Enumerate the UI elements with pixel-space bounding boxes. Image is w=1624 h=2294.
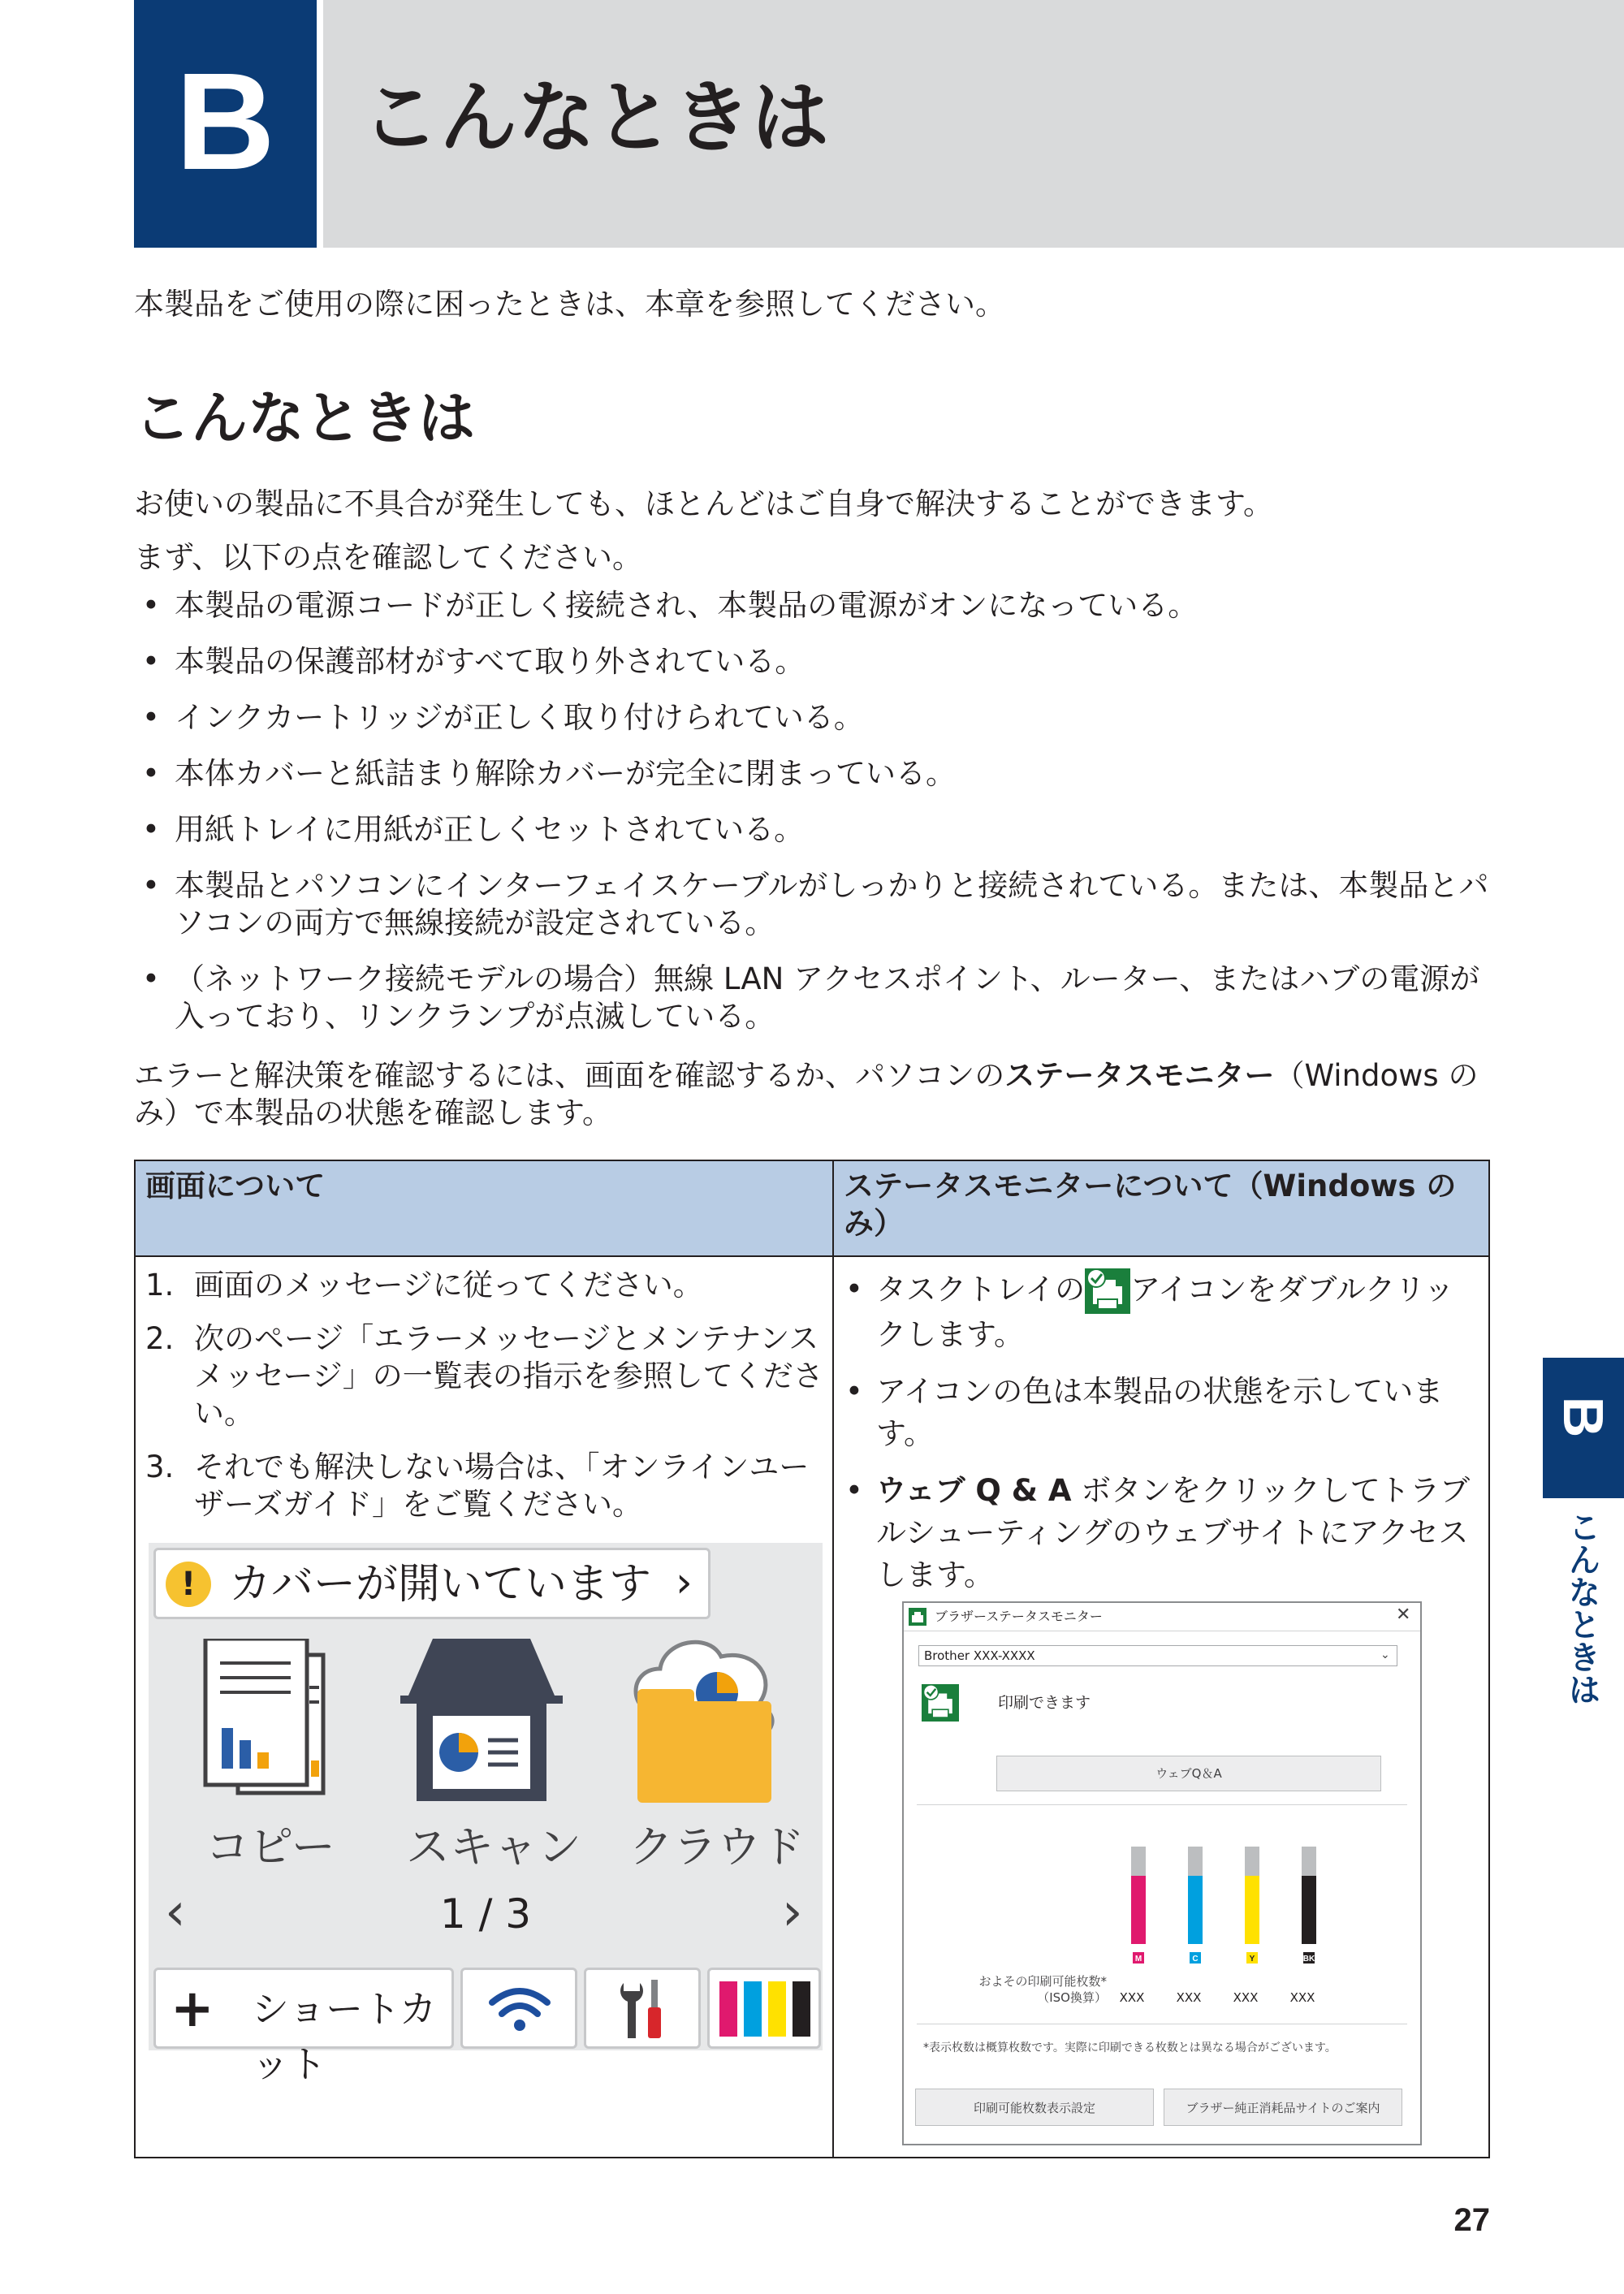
status-ok-icon — [922, 1684, 959, 1722]
checklist-text: 本体カバーと紙詰まり解除カバーが完全に閉まっている。 — [175, 756, 956, 791]
window-titlebar — [904, 1603, 1420, 1631]
paragraph-3 — [134, 1057, 1490, 1132]
chapter-letter: B — [175, 45, 275, 199]
bullet: • — [142, 868, 160, 903]
settings-button[interactable] — [584, 1968, 701, 2049]
page-count-note: *表示枚数は概算枚数です。実際に印刷できる枚数とは異なる場合がございます。 — [923, 2041, 1337, 2054]
ink-letter-bk: BK — [1302, 1955, 1315, 1964]
step-text: 画面のメッセージに従ってください。 — [194, 1268, 703, 1303]
web-qa-label: ウェブQ＆A — [1155, 1766, 1222, 1781]
intro-text: 本製品をご使用の際に困ったときは、本章を参照してください。 — [134, 287, 1005, 322]
chevron-left-icon[interactable]: ‹ — [165, 1882, 186, 1942]
pages-label — [936, 1973, 1107, 2006]
chevron-right-icon: › — [676, 1558, 693, 1607]
chevron-down-icon: ⌄ — [1380, 1648, 1390, 1661]
plus-icon: + — [171, 1979, 214, 2039]
error-message-bar[interactable] — [153, 1548, 710, 1619]
checklist-item — [134, 699, 1490, 737]
ink-level-bk — [1302, 1876, 1316, 1944]
error-message-text: カバーが開いています — [229, 1560, 652, 1609]
table-header-right: ステータスモニターについて（Windows のみ） — [844, 1169, 1457, 1241]
status-monitor-window — [902, 1601, 1422, 2145]
p3-after: （Windows のみ）で本製品の状態を確認します。 — [134, 1058, 1479, 1130]
paragraph-1: お使いの製品に不具合が発生しても、ほとんどはご自身で解決することができます。 — [134, 486, 1274, 521]
checklist-item — [134, 811, 1490, 849]
copy-icon[interactable] — [189, 1639, 335, 1809]
step-text: 次のページ「エラーメッセージとメンテナンスメッセージ」の一覧表の指示を参照してください。 — [194, 1321, 823, 1431]
chevron-right-icon[interactable]: › — [782, 1882, 803, 1942]
step-item — [145, 1320, 827, 1432]
model-select[interactable] — [918, 1645, 1397, 1666]
bullet: • — [142, 756, 160, 791]
info-table — [134, 1160, 1490, 2158]
step-text: それでも解決しない場合は、「オンラインユーザーズガイド」をご覧ください。 — [194, 1449, 810, 1522]
checklist-text: 用紙トレイに用紙が正しくセットされている。 — [175, 812, 805, 847]
status-item — [844, 1470, 1477, 1596]
checklist — [134, 587, 1490, 1054]
shortcut-button[interactable] — [153, 1968, 454, 2086]
section-title: こんなときは — [134, 385, 475, 451]
chapter-title: こんなときは — [361, 72, 829, 163]
cloud-icon[interactable] — [620, 1624, 790, 1807]
web-qa-term: ウェブ Q & A — [876, 1473, 1072, 1508]
b1-before: タスクトレイの — [876, 1272, 1086, 1307]
bullet: • — [845, 1473, 863, 1508]
step-item — [145, 1267, 827, 1304]
b3-after: ボタンをクリックしてトラブルシューティングのウェブサイトにアクセスします。 — [876, 1473, 1471, 1592]
supplies-site-label: ブラザー純正消耗品サイトのご案内 — [1186, 2101, 1380, 2115]
checklist-item — [134, 961, 1490, 1035]
web-qa-button[interactable] — [996, 1756, 1381, 1791]
page-count-settings-button[interactable] — [915, 2089, 1154, 2126]
bullet: • — [142, 588, 160, 623]
side-tab-letter: B — [1552, 1396, 1615, 1438]
checklist-item — [134, 587, 1490, 624]
checklist-text: （ネットワーク接続モデルの場合）無線 LAN アクセスポイント、ルーター、またはハブの電源が入っており、リンクランプが点滅している。 — [175, 961, 1480, 1034]
b1-after: アイコンをダブルクリックします。 — [876, 1272, 1454, 1352]
scan-icon[interactable] — [400, 1639, 563, 1809]
status-monitor-list — [844, 1268, 1477, 1611]
pages-label-line2: （ISO換算） — [1037, 1990, 1107, 2005]
bullet: • — [845, 1272, 863, 1307]
page-count-m: XXX — [1119, 1990, 1145, 2005]
page-count-settings-label: 印刷可能枚数表示設定 — [973, 2101, 1095, 2115]
divider — [917, 1804, 1407, 1805]
page-number: 27 — [1453, 2202, 1490, 2238]
close-icon[interactable]: ✕ — [1396, 1605, 1411, 1625]
cloud-label: クラウド — [629, 1821, 805, 1873]
status-item — [844, 1371, 1477, 1455]
step-item — [145, 1449, 827, 1523]
scan-label: スキャン — [406, 1821, 581, 1873]
column-divider — [832, 1161, 834, 2157]
step-number: 3. — [145, 1449, 175, 1484]
lcd-screen — [149, 1543, 823, 2086]
app-icon — [909, 1608, 926, 1626]
page-count-bk: XXX — [1289, 1990, 1315, 2005]
ink-letter-y: Y — [1249, 1955, 1255, 1964]
wifi-button[interactable] — [460, 1968, 577, 2049]
bullet: • — [142, 700, 160, 735]
status-item — [844, 1268, 1477, 1356]
wifi-icon — [487, 1985, 552, 2033]
paragraph-2: まず、以下の点を確認してください。 — [134, 540, 643, 575]
b2-text: アイコンの色は本製品の状態を示しています。 — [876, 1374, 1444, 1451]
checklist-text: 本製品の保護部材がすべて取り外されている。 — [175, 644, 806, 679]
status-text: 印刷できます — [998, 1694, 1091, 1712]
page-indicator: 1 / 3 — [439, 1890, 532, 1938]
bullet: • — [142, 812, 160, 847]
bullet: • — [142, 644, 160, 679]
pages-label-line1: およその印刷可能枚数* — [978, 1974, 1107, 1989]
ink-icon — [719, 1981, 810, 2037]
window-title: ブラザーステータスモニター — [935, 1609, 1103, 1624]
checklist-text: 本製品とパソコンにインターフェイスケーブルがしっかりと接続されている。または、本製品とパソコンの両方で無線接続が設定されている。 — [175, 868, 1489, 940]
bullet: • — [845, 1374, 863, 1409]
table-header-left: 画面について — [145, 1169, 326, 1203]
step-list — [145, 1267, 827, 1540]
step-number: 2. — [145, 1321, 175, 1356]
supplies-site-button[interactable] — [1164, 2089, 1402, 2126]
p3-before: エラーと解決策を確認するには、画面を確認するか、パソコンの — [134, 1058, 1005, 1093]
status-monitor-tray-icon — [1085, 1268, 1130, 1314]
model-select-value: Brother XXX-XXXX — [924, 1648, 1035, 1663]
shortcut-label: ショートカット — [252, 1987, 437, 2086]
checklist-item — [134, 643, 1490, 680]
page-count-c: XXX — [1176, 1990, 1202, 2005]
step-number: 1. — [145, 1268, 175, 1303]
bullet: • — [142, 961, 160, 996]
side-tab-text: こんなときは — [1563, 1510, 1600, 1705]
checklist-text: インクカートリッジが正しく取り付けられている。 — [175, 700, 864, 735]
ink-level-c — [1188, 1876, 1203, 1944]
warning-icon: ! — [166, 1562, 211, 1607]
ink-letter-c: C — [1192, 1955, 1199, 1964]
tools-icon — [615, 1976, 672, 2041]
copy-label: コピー — [205, 1821, 335, 1873]
checklist-item — [134, 755, 1490, 793]
ink-level-y — [1245, 1876, 1259, 1944]
checklist-item — [134, 867, 1490, 942]
ink-level-m — [1131, 1876, 1146, 1944]
ink-letter-m: M — [1134, 1955, 1142, 1964]
ink-button[interactable] — [707, 1968, 821, 2049]
ink-level-gauges — [1123, 1847, 1334, 1968]
page-count-y: XXX — [1233, 1990, 1259, 2005]
checklist-text: 本製品の電源コードが正しく接続され、本製品の電源がオンになっている。 — [175, 588, 1199, 623]
status-monitor-term: ステータスモニター — [1004, 1058, 1275, 1093]
